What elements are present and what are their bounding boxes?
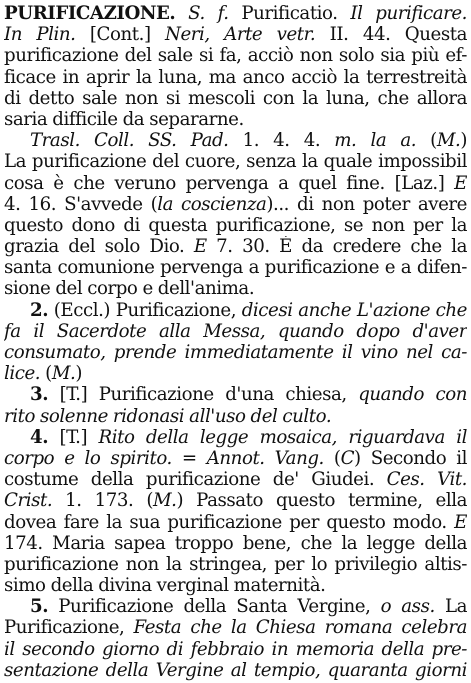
text-run: 174. Maria sapea troppo bene, che la legge della (4, 532, 467, 554)
italic-text: lice. (4, 363, 41, 385)
text-run: purificazione del sale si fa, acciò non solo sia più ef- (4, 45, 467, 67)
entry-line (4, 533, 467, 554)
text-run: La purificazione del cuore, senza la quale impossibil (4, 151, 467, 173)
sense-number: 5. (30, 596, 49, 618)
entry-line (4, 151, 467, 172)
italic-text: Ces. Vit. (386, 469, 467, 491)
text-run: ) (75, 363, 82, 385)
italic-text: fa il Sacerdote alla Messa, quando dopo d'aver (4, 320, 467, 342)
text-run: [T.] (48, 426, 99, 448)
italic-text: C (340, 447, 355, 469)
italic-text: quando con (358, 384, 467, 406)
text-run: ( (323, 447, 341, 469)
text-run: ( (416, 130, 437, 152)
entry-line (4, 448, 467, 469)
sense-number: 4. (30, 426, 49, 448)
text-run: ) Passato questo termine, ella (176, 490, 467, 512)
entry-line (4, 257, 467, 278)
italic-text: Festa che la Chiesa romana celebra (133, 617, 467, 639)
text-run: dovea fare la sua purificazione per questo modo. (4, 511, 455, 533)
text-run: costume della purificazione de' Giudei. (4, 469, 387, 491)
text-run: santa comunione pervenga a purificazione e a difen- (4, 257, 467, 279)
text-run: ( (40, 363, 52, 385)
entry-line (4, 130, 467, 151)
text-run: ficace in aprir la luna, ma anco acciò la terrestreità (4, 66, 467, 88)
entry-line (4, 236, 467, 257)
italic-text: la coscienza (157, 193, 267, 215)
entry-line (4, 384, 467, 405)
entry-line (4, 194, 467, 215)
sense-number: 3. (30, 384, 49, 406)
text-run: questo dono di questa purificazione, se non per la (4, 214, 467, 236)
italic-text: sentazione della Vergine al tempio, quaranta giorni (4, 659, 467, 681)
text-run: Purificazione della Santa Vergine, (48, 596, 381, 618)
entry-line (4, 278, 467, 299)
italic-text: rito solenne ridonasi all'uso del culto. (4, 405, 332, 427)
italic-text: Rito della legge mosaica, riguardava il (98, 426, 467, 448)
italic-text: o ass. (380, 596, 435, 618)
entry-line (4, 215, 467, 236)
headword: PURIFICAZIONE. (4, 3, 176, 24)
text-run: [T.] Purificazione d'una chiesa, (48, 384, 359, 406)
italic-text: corpo e lo spirito. (4, 447, 172, 469)
text-run: 4. 16. S'avvede ( (4, 193, 158, 215)
italic-text: M. (436, 130, 461, 152)
italic-text: m. la a. (334, 130, 417, 152)
italic-text: Crist. (4, 490, 53, 512)
entry-line (4, 109, 467, 130)
entry-line (4, 321, 467, 342)
entry-line (4, 173, 467, 194)
text-run: ) Secondo il (354, 447, 467, 469)
entry-line (4, 596, 467, 617)
entry-line (4, 300, 467, 321)
entry-line (4, 660, 467, 681)
italic-text: E (454, 172, 467, 194)
entry-line (4, 24, 467, 45)
text-run: 7. 30. È da credere che la (206, 236, 467, 258)
entry-line (4, 67, 467, 88)
italic-text: E (454, 511, 467, 533)
text-run: II. 44. Questa (315, 24, 467, 46)
text-run: )... di non poter avere (266, 193, 467, 215)
italic-text: dicesi anche L'azione che (241, 299, 467, 321)
text-run: [Cont.] (75, 24, 166, 46)
text-run: purificazione non la stringea, per lo privilegio altis- (4, 553, 467, 575)
italic-text: consumato, prende immediatamente il vino nel ca- (4, 342, 467, 363)
entry-line (4, 617, 467, 638)
text-run: cosa è che veruno pervenga a quel fine. [Laz.] (4, 172, 455, 194)
italic-text: Trasl. Coll. SS. Pad. (30, 130, 229, 152)
entry-line (4, 554, 467, 575)
entry-line (4, 575, 467, 596)
text-run: sione del corpo e dell'anima. (4, 278, 255, 300)
italic-text: E (193, 236, 207, 258)
entry-line (4, 363, 467, 384)
text-run: Purificatio. (228, 3, 351, 24)
italic-text: S. f. (175, 3, 229, 24)
text-run: Purificazione, (4, 617, 134, 639)
text-run: di detto sale non si mescoli con la luna, che allora (4, 87, 467, 109)
entry-line (4, 512, 467, 533)
entry-line (4, 342, 467, 363)
entry-line (4, 3, 467, 24)
text-run: ) (460, 130, 467, 152)
entry-line (4, 406, 467, 427)
entry-line (4, 88, 467, 109)
entry-line (4, 469, 467, 490)
italic-text: Annot. Vang. (206, 447, 324, 469)
dictionary-entry (4, 3, 467, 681)
italic-text: Il purificare. (350, 3, 467, 24)
italic-text: In Plin. (4, 24, 76, 46)
entry-line (4, 45, 467, 66)
sense-number: 2. (30, 299, 49, 321)
italic-text: M. (152, 490, 177, 512)
italic-text: Neri, Arte vetr. (165, 24, 316, 46)
entry-line (4, 639, 467, 660)
entry-line (4, 490, 467, 511)
text-run: grazia del solo Dio. (4, 236, 194, 258)
text-run: (Eccl.) Purificazione, (48, 299, 242, 321)
text-run: simo della divina verginal maternità. (4, 575, 326, 597)
text-run: = (171, 447, 207, 469)
entry-line (4, 427, 467, 448)
italic-text: M. (51, 363, 76, 385)
text-run: La (434, 596, 467, 618)
italic-text: il secondo giorno di febbraio in memoria della pre- (4, 638, 467, 660)
text-run: 1. 4. 4. (228, 130, 335, 152)
text-run: 1. 173. ( (52, 490, 153, 512)
text-run: saria difficile da separarne. (4, 108, 244, 130)
